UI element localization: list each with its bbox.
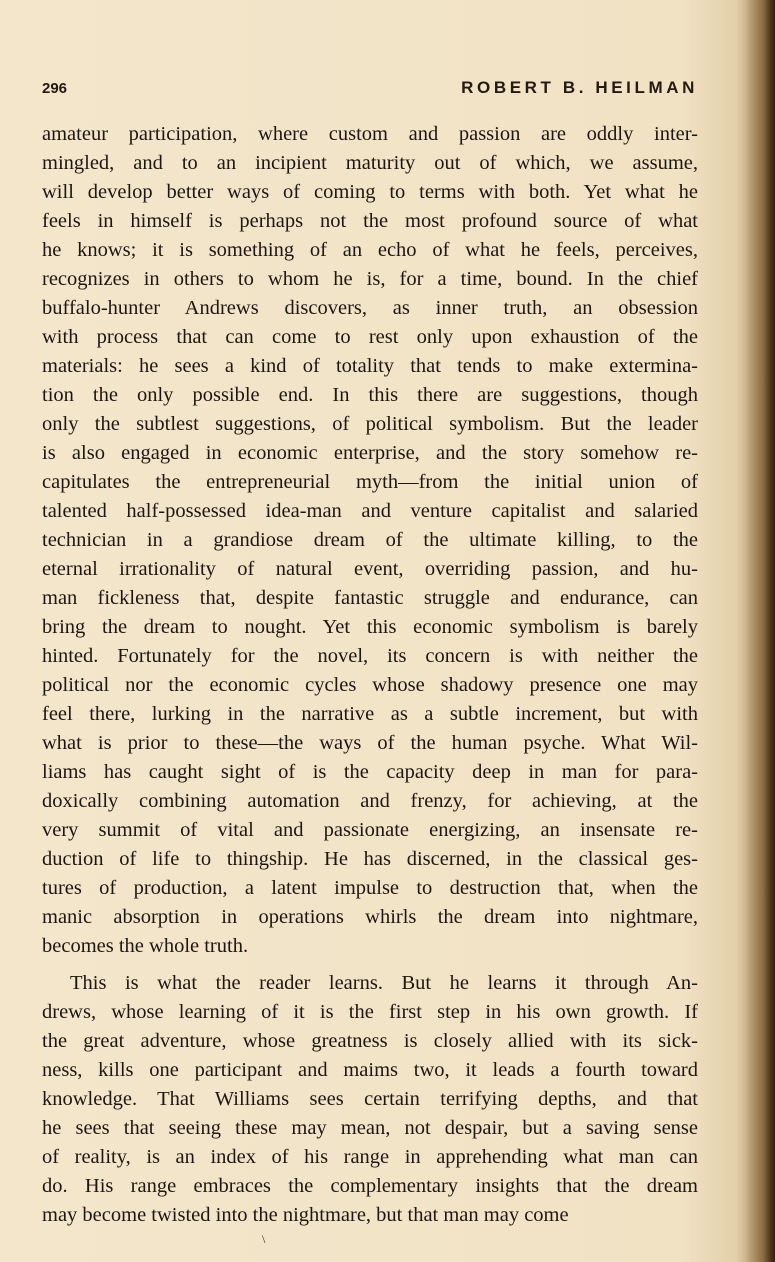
text-line: tures of production, a latent impulse to destruction that, when the: [42, 877, 698, 899]
text-line: talented half-possessed idea-man and venture capitalist and salaried: [42, 500, 698, 522]
text-line: drews, whose learning of it is the first step in his own growth. If: [42, 1001, 698, 1023]
text-line: do. His range embraces the complementary insights that the dream: [42, 1175, 698, 1197]
text-line: with process that can come to rest only upon exhaustion of the: [42, 326, 698, 348]
text-line: eternal irrationality of natural event, overriding passion, and hu-: [42, 558, 698, 580]
text-line: duction of life to thingship. He has discerned, in the classical ges-: [42, 848, 698, 870]
text-line: recognizes in others to whom he is, for a time, bound. In the chief: [42, 268, 698, 290]
paragraph-gap: [42, 961, 698, 969]
text-line: the great adventure, whose greatness is closely allied with its sick-: [42, 1030, 698, 1052]
text-line: is also engaged in economic enterprise, and the story somehow re-: [42, 442, 698, 464]
text-line: buffalo-hunter Andrews discovers, as inner truth, an obsession: [42, 297, 698, 319]
text-line: ness, kills one participant and maims two, it leads a fourth toward: [42, 1059, 698, 1081]
text-line: man fickleness that, despite fantastic struggle and endurance, can: [42, 587, 698, 609]
paragraph: [42, 969, 698, 1230]
text-line: manic absorption in operations whirls the dream into nightmare,: [42, 906, 698, 928]
footer-mark: \: [262, 1232, 266, 1246]
text-line: he knows; it is something of an echo of what he feels, perceives,: [42, 239, 698, 261]
page-header: [42, 78, 698, 102]
page-binding-shadow: [745, 0, 775, 1262]
text-line: becomes the whole truth.: [42, 935, 249, 957]
text-line: doxically combining automation and frenzy, for achieving, at the: [42, 790, 698, 812]
text-line: tion the only possible end. In this there are suggestions, though: [42, 384, 698, 406]
text-line: amateur participation, where custom and passion are oddly inter-: [42, 123, 698, 145]
page-number: 296: [42, 80, 68, 97]
text-line: political nor the economic cycles whose shadowy presence one may: [42, 674, 698, 696]
text-line: materials: he sees a kind of totality that tends to make extermina-: [42, 355, 698, 377]
text-line: feel there, lurking in the narrative as a subtle increment, but with: [42, 703, 698, 725]
text-line: feels in himself is perhaps not the most profound source of what: [42, 210, 698, 232]
running-head-author: ROBERT B. HEILMAN: [461, 78, 698, 97]
paragraph: [42, 120, 698, 961]
body-text: [42, 120, 698, 1230]
text-line: may become twisted into the nightmare, but that man may come: [42, 1204, 569, 1226]
text-line: bring the dream to nought. Yet this economic symbolism is barely: [42, 616, 698, 638]
text-line: This is what the reader learns. But he learns it through An-: [70, 972, 698, 994]
text-line: will develop better ways of coming to terms with both. Yet what he: [42, 181, 698, 203]
text-line: knowledge. That Williams sees certain terrifying depths, and that: [42, 1088, 698, 1110]
text-line: very summit of vital and passionate energizing, an insensate re-: [42, 819, 698, 841]
text-line: mingled, and to an incipient maturity out of which, we assume,: [42, 152, 698, 174]
text-line: liams has caught sight of is the capacity deep in man for para-: [42, 761, 698, 783]
text-line: only the subtlest suggestions, of political symbolism. But the leader: [42, 413, 698, 435]
text-line: of reality, is an index of his range in apprehending what man can: [42, 1146, 698, 1168]
text-line: hinted. Fortunately for the novel, its concern is with neither the: [42, 645, 698, 667]
text-line: technician in a grandiose dream of the ultimate killing, to the: [42, 529, 698, 551]
text-line: capitulates the entrepreneurial myth—from the initial union of: [42, 471, 698, 493]
text-line: what is prior to these—the ways of the human psyche. What Wil-: [42, 732, 698, 754]
text-line: he sees that seeing these may mean, not despair, but a saving sense: [42, 1117, 698, 1139]
